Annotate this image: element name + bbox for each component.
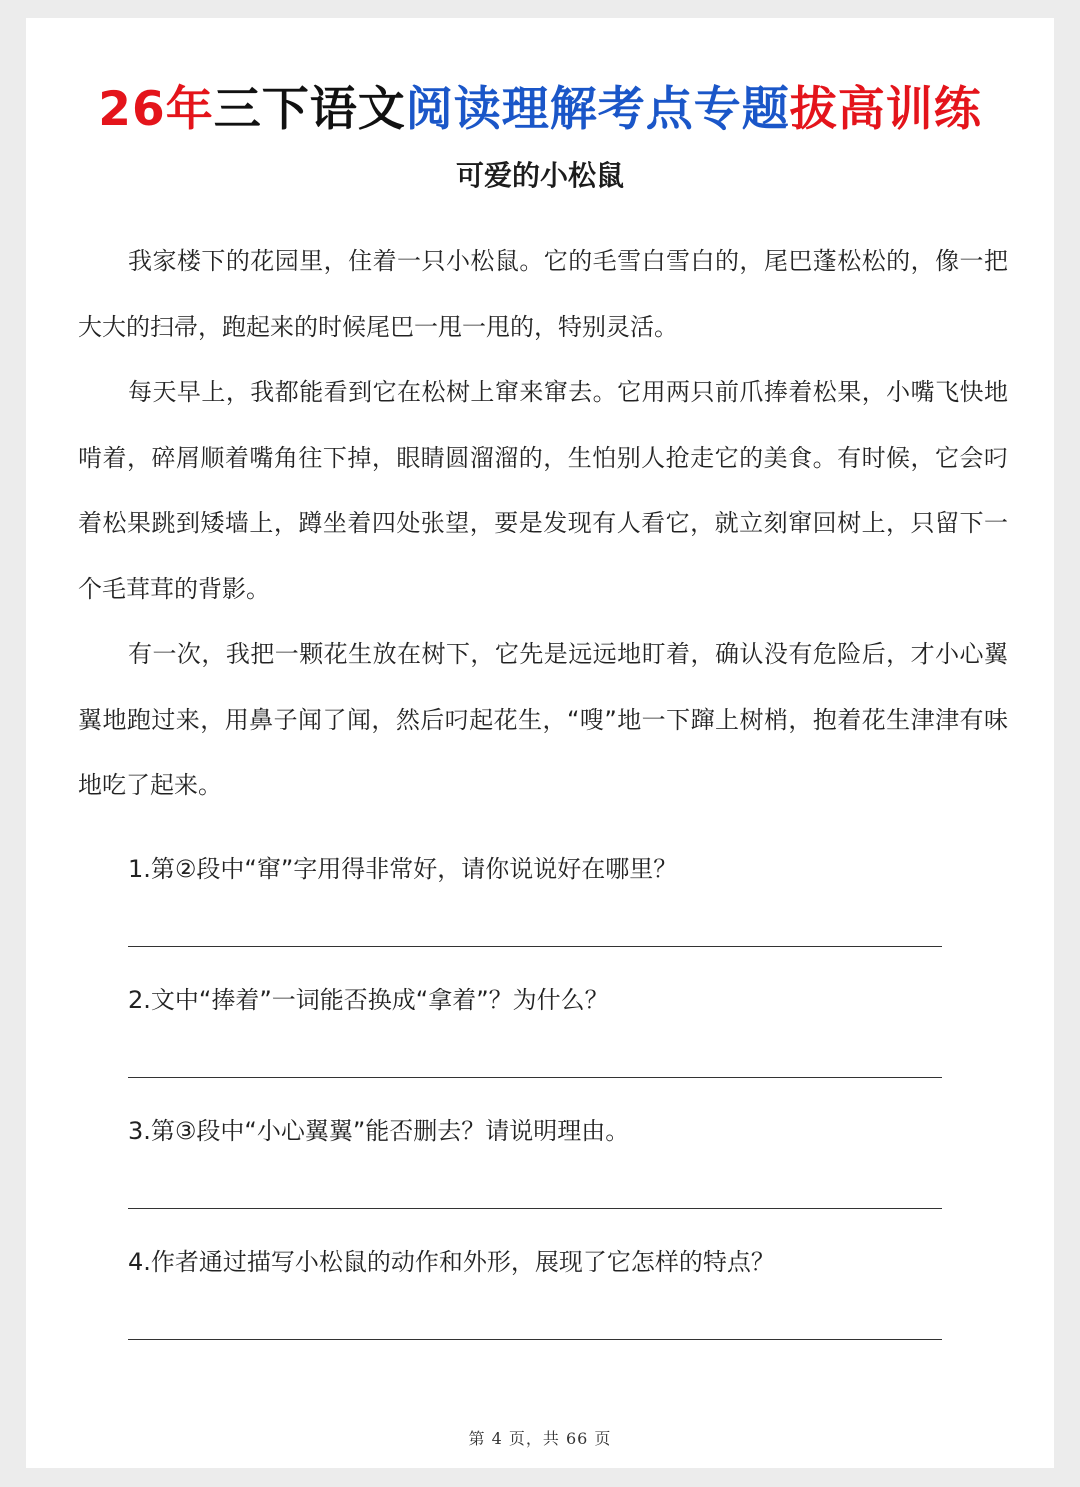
- page-number: 第 4 页，共 66 页: [468, 1429, 612, 1448]
- answer-line-3[interactable]: [128, 1208, 942, 1209]
- answer-line-2[interactable]: [128, 1077, 942, 1078]
- answer-line-4[interactable]: [128, 1339, 942, 1340]
- question-2: 2.文中“捧着”一词能否换成“拿着”？为什么？: [128, 986, 609, 1014]
- title-grade-subject: 三下语文: [213, 82, 406, 137]
- question-4: 4.作者通过描写小松鼠的动作和外形，展现了它怎样的特点？: [128, 1248, 775, 1276]
- title-training: 拔高训练: [789, 82, 982, 137]
- question-3: 3.第③段中“小心翼翼”能否删去？请说明理由。: [128, 1117, 630, 1145]
- answer-line-1[interactable]: [128, 946, 942, 947]
- title-topic: 阅读理解考点专题: [405, 82, 790, 137]
- article-title: 可爱的小松鼠: [455, 159, 624, 192]
- article-paragraph-3: 有一次，我把一颗花生放在树下，它先是远远地盯着，确认没有危险后，才小心翼翼地跑过来，用鼻子闻了闻，然后叼起花生，“嗖”地一下蹿上树梢，抱着花生津津有味地吃了起来。: [78, 640, 1008, 799]
- article-paragraph-2: 每天早上，我都能看到它在松树上窜来窜去。它用两只前爪捧着松果，小嘴飞快地啃着，碎屑顺着嘴角往下掉，眼睛圆溜溜的，生怕别人抢走它的美食。有时候，它会叼着松果跳到矮墙上，蹲坐着四处张望，要是发现有人看它，就立刻窜回树上，只留下一个毛茸茸的背影。: [78, 378, 1008, 603]
- title-year: 26年: [98, 82, 214, 137]
- question-1: 1.第②段中“窜”字用得非常好，请你说说好在哪里？: [128, 855, 678, 883]
- page-title: [0, 80, 1080, 140]
- article-paragraph-1: 我家楼下的花园里，住着一只小松鼠。它的毛雪白雪白的，尾巴蓬松松的，像一把大大的扫帚，跑起来的时候尾巴一甩一甩的，特别灵活。: [78, 247, 1008, 341]
